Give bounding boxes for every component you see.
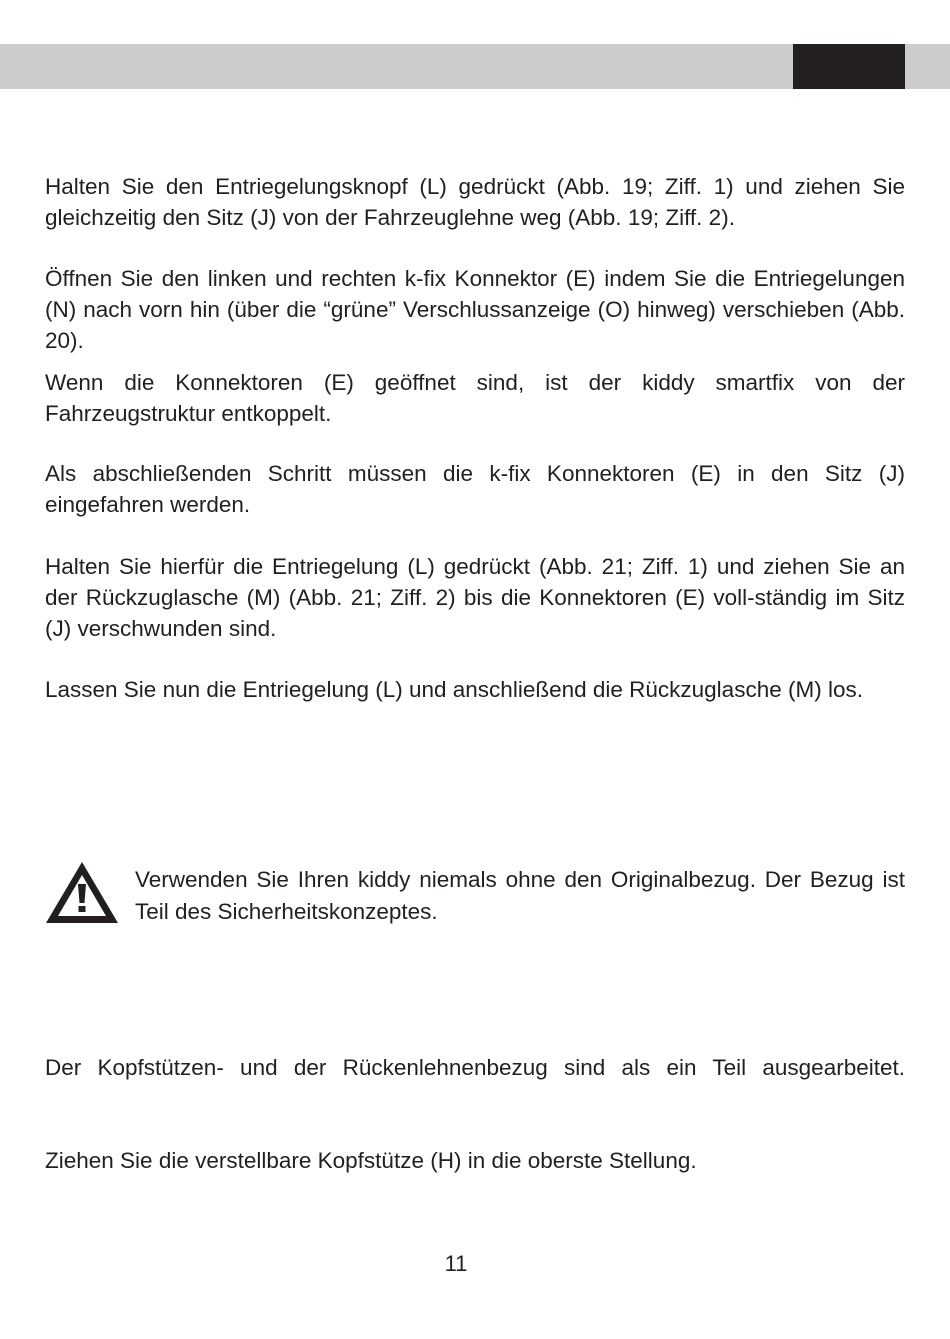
paragraph-cover-one-piece: Der Kopfstützen- und der Rückenlehnenbezug sind als ein Teil ausgearbeitet. [45,1055,905,1080]
paragraph-retract-connectors: Halten Sie hierfür die Entriegelung (L) gedrückt (Abb. 21; Ziff. 1) und ziehen Sie an der Rückzuglasche (M) (Abb. 21; Ziff. 2) bis die Konnektoren (E) voll-ständig im Sitz (J) verschwunden sind. [45,554,905,641]
paragraph-final-step: Als abschließenden Schritt müssen die k-fix Konnektoren (E) in den Sitz (J) eingefahren werden. [45,461,905,517]
paragraph-release-seat: Halten Sie den Entriegelungsknopf (L) gedrückt (Abb. 19; Ziff. 1) und ziehen Sie gleichzeitig den Sitz (J) von der Fahrzeuglehne weg (Abb. 19; Ziff. 2). [45,174,905,230]
warning-text: Verwenden Sie Ihren kiddy niemals ohne den Originalbezug. Der Bezug ist Teil des Sicherheitskonzeptes. [135,867,905,924]
page-number: 11 [444,1251,468,1276]
paragraph-headrest-top: Ziehen Sie die verstellbare Kopfstütze (H) in die oberste Stellung. [45,1148,697,1173]
warning-triangle-icon [44,860,120,925]
header-tab [793,44,905,89]
paragraph-open-connectors: Öffnen Sie den linken und rechten k-fix Konnektor (E) indem Sie die Entriegelungen (N) nach vorn hin (über die “grüne” Verschlussanzeige (O) hinweg) verschieben (Abb. 20). [45,266,905,353]
paragraph-release-tab: Lassen Sie nun die Entriegelung (L) und anschließend die Rückzuglasche (M) los. [45,677,863,702]
paragraph-decoupled: Wenn die Konnektoren (E) geöffnet sind, ist der kiddy smartfix von der Fahrzeugstruktur entkoppelt. [45,370,905,426]
